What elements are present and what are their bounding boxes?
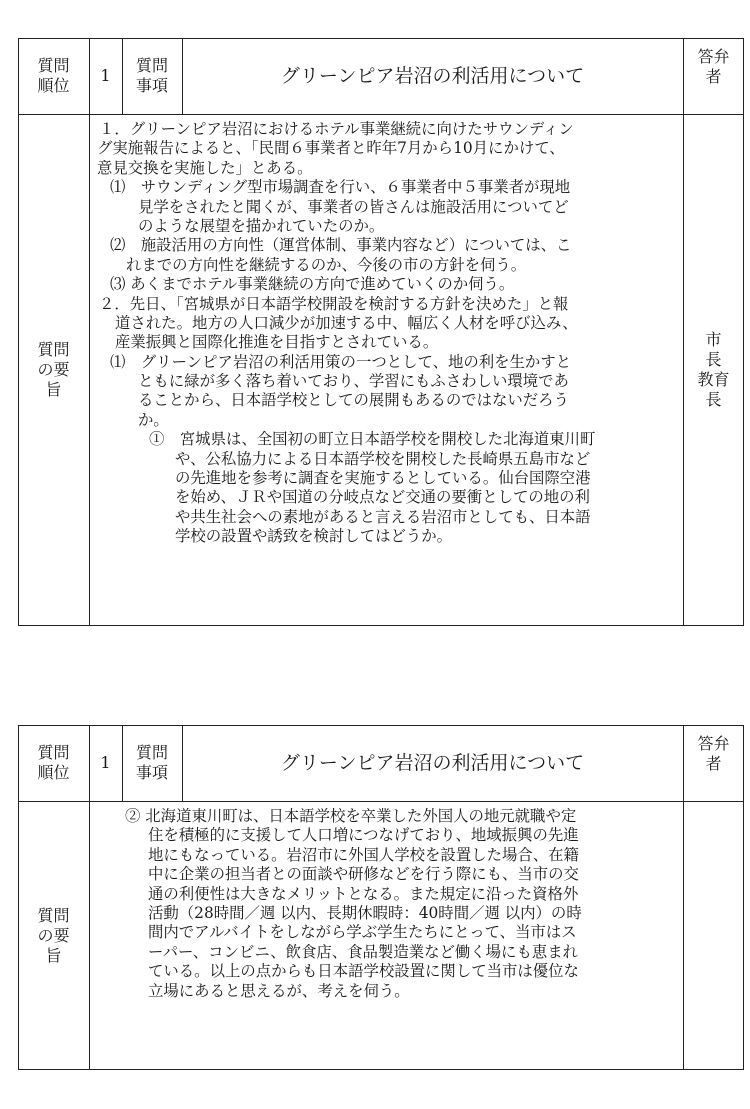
question-order-number: 1 xyxy=(100,753,111,772)
summary-line: 住を積極的に支援して人口増につなげており、地域振興の先進 xyxy=(148,826,579,845)
summary-line: や共生社会への素地があると言える岩沼市としても、日本語 xyxy=(175,507,591,526)
question-sheet-2 xyxy=(18,725,744,1070)
summary-line: 間内でアルバイトをしながら学ぶ学生たちにとって、当市はス xyxy=(148,923,577,942)
header-divider xyxy=(18,801,744,802)
summary-line: ⑴ グリーンピア岩沼の利活用策の一つとして、地の利を生かすと xyxy=(110,352,572,371)
summary-line: 活動（28時間／週 以内、長期休暇時：40時間／週 以内）の時 xyxy=(148,903,582,922)
header-divider xyxy=(18,114,744,115)
summary-line: や、公私協力による日本語学校を開校した長崎県五島市など xyxy=(175,449,591,468)
summary-line: 産業振興と国際化推進を目指すとされている。 xyxy=(115,333,439,352)
label-respondent: 答弁 者 xyxy=(697,734,730,773)
question-summary-text xyxy=(95,807,582,1001)
label-respondent: 答弁 者 xyxy=(697,47,730,86)
summary-line: のような展望を描かれていたのか。 xyxy=(138,216,385,235)
label-question-summary: 質問 の要 旨 xyxy=(37,905,70,965)
summary-line: ⑶ あくまでホテル事業継続の方向で進めていくのか伺う。 xyxy=(110,275,515,294)
summary-line: 道された。地方の人口減少が加速する中、幅広く人材を呼び込み、 xyxy=(115,313,578,332)
label-question-order: 質問 順位 xyxy=(37,743,70,782)
summary-line: 見学をされたと聞くが、事業者の皆さんは施設活用についてど xyxy=(138,197,569,216)
summary-line: ることから、日本語学校としての展開もあるのではないだろう xyxy=(138,391,569,410)
summary-line: ともに緑が多く落ち着いており、学習にもふさわしい環境であ xyxy=(138,372,569,391)
summary-line: の先進地を参考に調査を実施するとしている。仙台国際空港 xyxy=(175,469,591,488)
summary-line: 学校の設置や誘致を検討してはどうか。 xyxy=(175,527,453,546)
respondent-names: 市 長 教育 長 xyxy=(697,330,730,409)
question-title: グリーンピア岩沼の利活用について xyxy=(280,752,585,774)
summary-line: グ実施報告によると、「民間６事業者と昨年7月から10月にかけて、 xyxy=(97,139,565,158)
summary-line: 地にもなっている。岩沼市に外国人学校を設置した場合、在籍 xyxy=(148,845,579,864)
label-question-item: 質問 事項 xyxy=(135,743,168,782)
summary-line: ② 北海道東川町は、日本語学校を卒業した外国人の地元就職や定 xyxy=(125,807,577,825)
summary-line: 立場にあると思えるが、考えを伺う。 xyxy=(148,981,410,1000)
question-order-number: 1 xyxy=(100,66,111,85)
question-summary-text xyxy=(95,120,595,547)
summary-line: ⑴ サウンディング型市場調査を行い、６事業者中５事業者が現地 xyxy=(110,178,571,197)
summary-line: ２．先日、「宮城県が日本語学校開設を検討する方針を決めた」と報 xyxy=(99,294,569,313)
question-sheet-1 xyxy=(18,38,744,626)
summary-line: ① 宮城県は、全国初の町立日本語学校を開校した北海道東川町 xyxy=(149,430,596,449)
summary-line: ⑵ 施設活用の方向性（運営体制、事業内容など）については、こ xyxy=(110,236,572,255)
summary-line: 意見交換を実施した」とある。 xyxy=(97,158,313,177)
question-title: グリーンピア岩沼の利活用について xyxy=(280,65,585,87)
column-divider xyxy=(89,38,90,626)
label-question-order: 質問 順位 xyxy=(37,56,70,95)
summary-line: 中に企業の担当者との面談や研修などを行う際にも、当市の交 xyxy=(148,865,579,884)
summary-line: １．グリーンピア岩沼におけるホテル事業継続に向けたサウンディン xyxy=(99,120,574,138)
summary-line: 通の利便性は大きなメリットとなる。また規定に沿った資格外 xyxy=(148,884,579,903)
label-question-item: 質問 事項 xyxy=(135,56,168,95)
summary-line: か。 xyxy=(138,410,169,429)
summary-line: を始め、ＪＲや国道の分岐点など交通の要衝としての地の利 xyxy=(175,488,590,507)
summary-line: ーパー、コンビニ、飲食店、食品製造業など働く場にも恵まれ xyxy=(148,942,579,961)
label-question-summary: 質問 の要 旨 xyxy=(37,340,70,399)
summary-line: ている。以上の点からも日本語学校設置に関して当市は優位な xyxy=(148,962,579,981)
summary-line: れまでの方向性を継続するのか、今後の市の方針を伺う。 xyxy=(126,255,527,274)
